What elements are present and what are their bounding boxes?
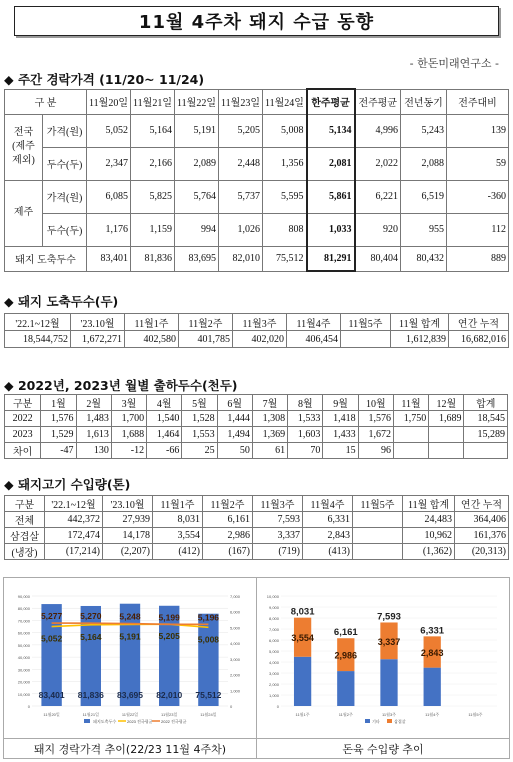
value-cell: 1,553 [182,427,217,443]
value-cell: (20,313) [455,544,509,560]
row-label: 2023 [5,427,41,443]
value-cell: 15 [323,443,358,459]
header-cell: '23.10월 [103,496,153,512]
value-cell: 4,996 [355,114,401,147]
y-tick-label-left: 30,000 [17,667,30,673]
section-heading-auction-price: ◆ 주간 경락가격 (11/20~ 11/24) [4,72,205,87]
value-cell: 406,454 [287,331,341,348]
header-cell: '23.10월 [71,314,125,331]
slaughter-table [4,313,509,348]
bar-data-label: 82,010 [156,690,183,700]
value-cell: 1,529 [41,427,76,443]
value-cell: 1,026 [219,213,263,246]
header-row [5,395,508,411]
value-cell: 1,689 [429,411,464,427]
value-cell: (17,214) [45,544,103,560]
legend-label: 돼지도축두수 [93,719,117,724]
value-cell: (719) [253,544,303,560]
page-title [14,6,499,36]
header-cell: 11월1주 [125,314,179,331]
source-label: - 한돈미래연구소 - [409,57,499,70]
x-tick-label: 11월1주 [295,712,310,717]
value-cell: 2,843 [303,528,353,544]
x-tick-label: 11월24일 [200,712,217,717]
value-cell: 1,672,271 [71,331,125,348]
value-cell: 14,178 [103,528,153,544]
value-cell: 1,533 [288,411,323,427]
y-tick-label-right: 4,000 [230,641,241,647]
header-cell: 8월 [288,395,323,411]
value-cell: 16,682,016 [449,331,509,348]
header-cell: 11월23일 [219,89,263,114]
value-cell [393,427,428,443]
value-cell: 5,825 [131,180,175,213]
header-cell: 11월4주 [287,314,341,331]
value-cell: (1,362) [403,544,455,560]
value-cell: 8,031 [153,512,203,528]
legend-swatch [365,719,370,723]
table-row [5,544,509,560]
value-cell: -47 [41,443,76,459]
value-cell: 2,448 [219,147,263,180]
header-cell: 1월 [41,395,76,411]
row-label: 돼지 도축두수 [5,246,87,271]
value-cell: 442,372 [45,512,103,528]
value-cell: 5,595 [263,180,307,213]
header-cell: 11월3주 [233,314,287,331]
value-cell: 6,331 [303,512,353,528]
y-tick-label-right: 6,000 [230,609,241,615]
row-group-label: 제주 [5,180,43,246]
page-title-text: 11월 4주차 돼지 수급 동향 [138,12,375,33]
line-data-label: 5,008 [197,634,220,645]
value-cell: 5,134 [307,114,355,147]
y-tick-label: 0 [276,704,279,709]
table-row [5,331,509,348]
import-table [4,495,509,560]
value-cell: 402,580 [125,331,179,348]
value-cell: 130 [76,443,111,459]
bar-data-label: 3,554 [291,633,314,644]
bar-data-label: 83,695 [117,690,143,700]
value-cell [429,443,464,459]
value-cell: 96 [358,443,393,459]
value-cell: (2,207) [103,544,153,560]
value-cell: 1,613 [76,427,111,443]
value-cell: 2,081 [307,147,355,180]
value-cell: 5,164 [131,114,175,147]
header-cell: 11월 합계 [403,496,455,512]
bar-data-label: 2,986 [334,650,358,661]
y-tick-label-left: 20,000 [17,679,30,685]
header-cell: 7월 [252,395,287,411]
header-cell: 구분 [5,395,41,411]
row-label: 전체 [5,512,45,528]
total-data-label: 7,593 [377,611,401,623]
y-tick-label-right: 2,000 [230,672,241,678]
value-cell: 808 [263,213,307,246]
value-cell: 1,672 [358,427,393,443]
header-cell: 4월 [147,395,182,411]
value-cell: 2,347 [87,147,131,180]
section-heading-slaughter: ◆ 돼지 도축두수(두) [4,294,119,309]
line-data-label: 5,248 [119,611,141,622]
value-cell: 5,861 [307,180,355,213]
header-cell: '22.1~12월 [5,314,71,331]
bar-segment [380,659,397,706]
y-tick-label-left: 0 [27,704,30,709]
x-tick-label: 11월2주 [338,712,353,717]
value-cell: 5,737 [219,180,263,213]
y-tick-label: 7,000 [268,627,279,632]
header-cell: 11월4주 [303,496,353,512]
value-cell: 401,785 [179,331,233,348]
total-data-label: 6,161 [333,627,358,639]
header-cell: 11월2주 [203,496,253,512]
value-cell: 1,033 [307,213,355,246]
row-label: 2022 [5,411,41,427]
value-cell: 1,603 [288,427,323,443]
value-cell: 402,020 [233,331,287,348]
header-cell: 11월 [393,395,428,411]
value-cell: 1,494 [217,427,252,443]
value-cell: 1,528 [182,411,217,427]
value-cell: 1,688 [111,427,146,443]
value-cell: 6,519 [401,180,447,213]
series-line [52,623,209,624]
table-row [5,427,508,443]
value-cell: 161,376 [455,528,509,544]
legend-label: 삼겹살 [394,719,406,724]
value-cell: 59 [447,147,509,180]
value-cell: 3,554 [153,528,203,544]
table-row [5,147,509,180]
value-cell: 2,022 [355,147,401,180]
x-tick-label: 11월23일 [161,712,178,717]
header-cell: 3월 [111,395,146,411]
header-cell: 11월2주 [179,314,233,331]
table-row [5,213,509,246]
header-cell: 11월22일 [175,89,219,114]
value-cell: 1,356 [263,147,307,180]
bar-data-label: 81,836 [77,690,104,700]
row-label: 가격(원) [43,180,87,213]
row-label: 두수(두) [43,213,87,246]
y-tick-label-left: 70,000 [17,618,30,624]
auction-price-chart [4,578,257,738]
header-row [5,496,509,512]
value-cell: 82,010 [219,246,263,271]
value-cell [341,331,391,348]
value-cell: 6,085 [87,180,131,213]
value-cell [353,528,403,544]
import-chart [257,578,509,738]
row-group-label: 전국 (제주 제외) [5,114,43,180]
header-cell: 9월 [323,395,358,411]
value-cell: 2,166 [131,147,175,180]
y-tick-label-left: 50,000 [17,642,30,648]
total-data-label: 8,031 [290,606,315,618]
header-cell: 5월 [182,395,217,411]
y-tick-label: 10,000 [266,594,279,599]
row-label: 두수(두) [43,147,87,180]
x-tick-label: 11월21일 [82,712,99,717]
value-cell [464,443,508,459]
header-cell: 연간 누적 [449,314,509,331]
value-cell: 1,576 [358,411,393,427]
y-tick-label: 4,000 [268,660,279,665]
y-tick-label: 1,000 [268,693,279,698]
header-cell: 구분 [5,496,45,512]
value-cell: 10,962 [403,528,455,544]
value-cell: 6,161 [203,512,253,528]
value-cell: 1,433 [323,427,358,443]
y-tick-label: 8,000 [268,616,279,621]
value-cell [353,512,403,528]
header-cell: 12월 [429,395,464,411]
header-cell: 11월5주 [341,314,391,331]
line-data-label: 5,164 [80,631,102,642]
import-chart-caption: 돈육 수입량 추이 [257,738,509,759]
y-tick-label: 6,000 [268,638,279,643]
value-cell: 81,291 [307,246,355,271]
row-label: (냉장) [5,544,45,560]
value-cell: 1,176 [87,213,131,246]
y-tick-label-right: 7,000 [230,594,241,599]
value-cell: -360 [447,180,509,213]
y-tick-label-left: 90,000 [17,594,30,599]
header-cell: 10월 [358,395,393,411]
value-cell: 83,695 [175,246,219,271]
legend-swatch [84,719,90,723]
value-cell: (167) [203,544,253,560]
value-cell: 1,369 [252,427,287,443]
bar-data-label: 75,512 [195,690,222,700]
header-row [5,314,509,331]
bar-data-label: 3,337 [377,636,401,647]
y-tick-label-left: 60,000 [17,630,30,636]
section-heading-import: ◆ 돼지고기 수입량(톤) [4,477,131,492]
value-cell: 5,243 [401,114,447,147]
value-cell: 994 [175,213,219,246]
header-cell: 11월3주 [253,496,303,512]
value-cell: 1,483 [76,411,111,427]
value-cell: 2,089 [175,147,219,180]
row-label: 차이 [5,443,41,459]
value-cell: 3,337 [253,528,303,544]
x-tick-label: 11월22일 [121,712,139,717]
header-cell: 11월21일 [131,89,175,114]
table-row [5,512,509,528]
value-cell: 5,008 [263,114,307,147]
section-heading-monthly: ◆ 2022년, 2023년 월별 출하두수(천두) [4,378,238,393]
value-cell: 75,512 [263,246,307,271]
header-cell: 구 분 [5,89,87,114]
line-data-label: 5,205 [158,631,180,642]
value-cell: 61 [252,443,287,459]
total-data-label: 6,331 [420,625,445,637]
bar-segment [294,657,311,706]
y-tick-label: 9,000 [268,605,279,610]
header-cell: 11월5주 [353,496,403,512]
value-cell: 2,088 [401,147,447,180]
value-cell: 5,191 [175,114,219,147]
header-cell: 전주평균 [355,89,401,114]
y-tick-label-right: 5,000 [230,625,241,631]
value-cell [393,443,428,459]
header-cell: '22.1~12월 [45,496,103,512]
value-cell: 1,159 [131,213,175,246]
value-cell: 2,986 [203,528,253,544]
value-cell: 112 [447,213,509,246]
y-tick-label-right: 0 [230,704,233,709]
header-cell: 한주평균 [307,89,355,114]
value-cell: 1,444 [217,411,252,427]
value-cell: 1,750 [393,411,428,427]
value-cell: 5,764 [175,180,219,213]
value-cell: 1,540 [147,411,182,427]
value-cell: 364,406 [455,512,509,528]
value-cell: 1,464 [147,427,182,443]
y-tick-label-right: 1,000 [230,688,241,694]
value-cell: 920 [355,213,401,246]
value-cell: 15,289 [464,427,508,443]
header-cell: 6월 [217,395,252,411]
value-cell: 7,593 [253,512,303,528]
line-data-label: 5,196 [197,612,220,623]
header-cell: 합계 [464,395,508,411]
header-cell: 2월 [76,395,111,411]
y-tick-label-right: 3,000 [230,656,241,662]
value-cell: 139 [447,114,509,147]
value-cell: 5,205 [219,114,263,147]
value-cell: 83,401 [87,246,131,271]
header-cell: 11월 합계 [391,314,449,331]
value-cell: 1,308 [252,411,287,427]
value-cell: -66 [147,443,182,459]
y-tick-label-left: 80,000 [17,606,30,612]
value-cell [353,544,403,560]
value-cell: 172,474 [45,528,103,544]
bar-data-label: 83,401 [38,690,65,700]
charts-panel [3,577,510,759]
value-cell: 5,052 [87,114,131,147]
table-row [5,180,509,213]
header-cell: 11월24일 [263,89,307,114]
value-cell: 1,576 [41,411,76,427]
x-tick-label: 11월3주 [381,712,397,717]
row-label: 가격(원) [43,114,87,147]
bar-segment [337,671,354,706]
value-cell: 25 [182,443,217,459]
row-label: 18,544,752 [5,331,71,348]
header-cell: 11월1주 [153,496,203,512]
value-cell: 889 [447,246,509,271]
value-cell: 70 [288,443,323,459]
header-cell: 전주대비 [447,89,509,114]
value-cell: 955 [401,213,447,246]
table-row [5,114,509,147]
table-row [5,528,509,544]
value-cell: 24,483 [403,512,455,528]
header-cell: 연간 누적 [455,496,509,512]
header-cell: 전년동기 [401,89,447,114]
value-cell: 27,939 [103,512,153,528]
value-cell: 1,700 [111,411,146,427]
line-data-label: 5,052 [40,633,63,644]
value-cell: 18,545 [464,411,508,427]
legend-label: 2023 전국평균 [127,719,153,724]
line-data-label: 5,191 [119,631,141,642]
auction-price-chart-svg [4,578,256,738]
y-tick-label: 2,000 [268,682,279,687]
auction-price-table [4,88,509,272]
x-tick-label: 11월20일 [43,712,60,717]
value-cell: (413) [303,544,353,560]
value-cell: 80,432 [401,246,447,271]
total-row [5,246,509,271]
y-tick-label: 5,000 [268,649,279,654]
y-tick-label: 3,000 [268,671,279,676]
header-cell: 11월20일 [87,89,131,114]
x-tick-label: 11월4주 [425,712,440,717]
value-cell: 50 [217,443,252,459]
table-row [5,411,508,427]
value-cell: 80,404 [355,246,401,271]
import-chart-svg [257,578,509,738]
value-cell: -12 [111,443,146,459]
table-row [5,443,508,459]
row-label: 삼겹살 [5,528,45,544]
value-cell: 6,221 [355,180,401,213]
monthly-shipment-table [4,394,508,459]
value-cell: 81,836 [131,246,175,271]
x-tick-label: 11월5주 [468,712,483,717]
legend-swatch [387,719,392,723]
value-cell: 1,612,839 [391,331,449,348]
line-data-label: 5,277 [40,611,63,622]
value-cell: (412) [153,544,203,560]
bar-segment [424,668,441,706]
legend-label: 2022 전국평균 [161,719,187,724]
y-tick-label-left: 10,000 [17,691,30,697]
y-tick-label-left: 40,000 [17,655,30,661]
value-cell: 1,418 [323,411,358,427]
bar-data-label: 2,843 [420,647,444,658]
value-cell [429,427,464,443]
legend-label: 기타 [372,719,380,724]
line-data-label: 5,199 [158,612,180,623]
auction-price-chart-caption: 돼지 경락가격 추이(22/23 11월 4주차) [4,738,257,759]
line-data-label: 5,270 [80,611,102,622]
